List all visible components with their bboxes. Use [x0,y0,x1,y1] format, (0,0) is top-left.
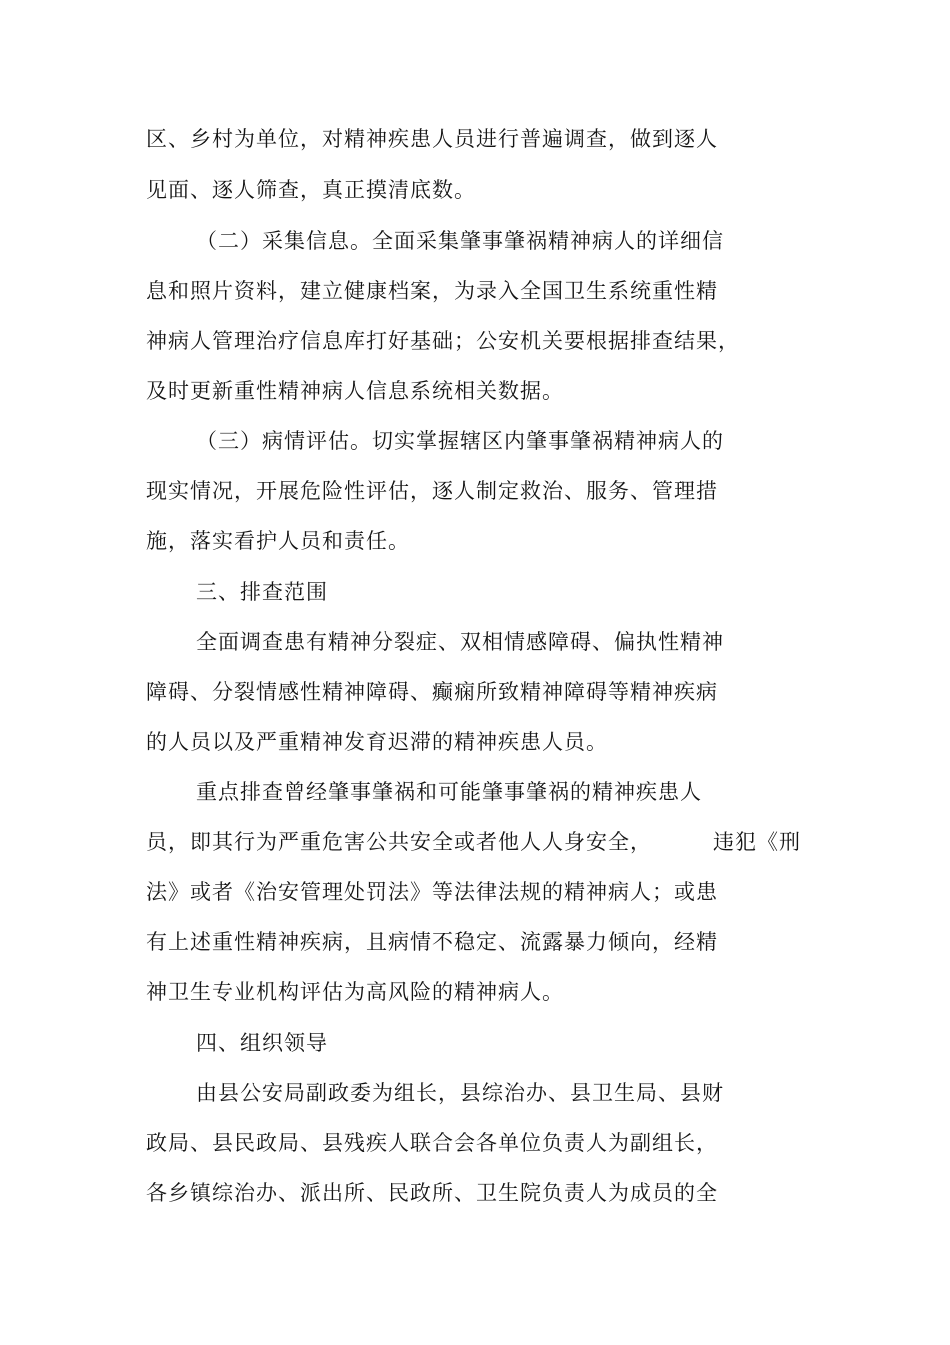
text-line: 障碍、分裂情感性精神障碍、癫痫所致精神障碍等精神疾病 [146,680,718,704]
text-line: 由县公安局副政委为组长，县综治办、县卫生局、县财 [196,1081,724,1105]
paragraph-heading-assessment: （三）病情评估。切实掌握辖区内肇事肇祸精神病人的 [196,429,724,453]
text-line: 区、乡村为单位，对精神疾患人员进行普遍调查，做到逐人 [146,127,718,151]
text-line: 施，落实看护人员和责任。 [146,529,410,553]
text-line: 各乡镇综治办、派出所、民政所、卫生院负责人为成员的全 [146,1181,718,1205]
text-line: 重点排查曾经肇事肇祸和可能肇事肇祸的精神疾患人 [196,780,702,804]
text-line: 神病人管理治疗信息库打好基础；公安机关要根据排查结果， [146,329,740,353]
text-line: 员，即其行为严重危害公共安全或者他人人身安全， [146,830,652,854]
text-line: 有上述重性精神疾病，且病情不稳定、流露暴力倾向，经精 [146,930,718,954]
section-heading-leadership: 四、组织领导 [196,1031,328,1055]
text-line: 神卫生专业机构评估为高风险的精神病人。 [146,980,564,1004]
section-heading-scope: 三、排查范围 [196,580,328,604]
text-line: 见面、逐人筛查，真正摸清底数。 [146,178,476,202]
text-line: 全面调查患有精神分裂症、双相情感障碍、偏执性精神 [196,630,724,654]
text-line: 现实情况，开展危险性评估，逐人制定救治、服务、管理措 [146,479,718,503]
text-line: 的人员以及严重精神发育迟滞的精神疾患人员。 [146,730,608,754]
text-line: 及时更新重性精神病人信息系统相关数据。 [146,379,564,403]
text-line: 政局、县民政局、县残疾人联合会各单位负责人为副组长， [146,1131,718,1155]
text-line: 法》或者《治安管理处罚法》等法律法规的精神病人；或患 [146,880,718,904]
text-line: 息和照片资料，建立健康档案，为录入全国卫生系统重性精 [146,279,718,303]
paragraph-heading-collect-info: （二）采集信息。全面采集肇事肇祸精神病人的详细信 [196,229,724,253]
text-line-fragment: 违犯《刑 [713,830,801,854]
